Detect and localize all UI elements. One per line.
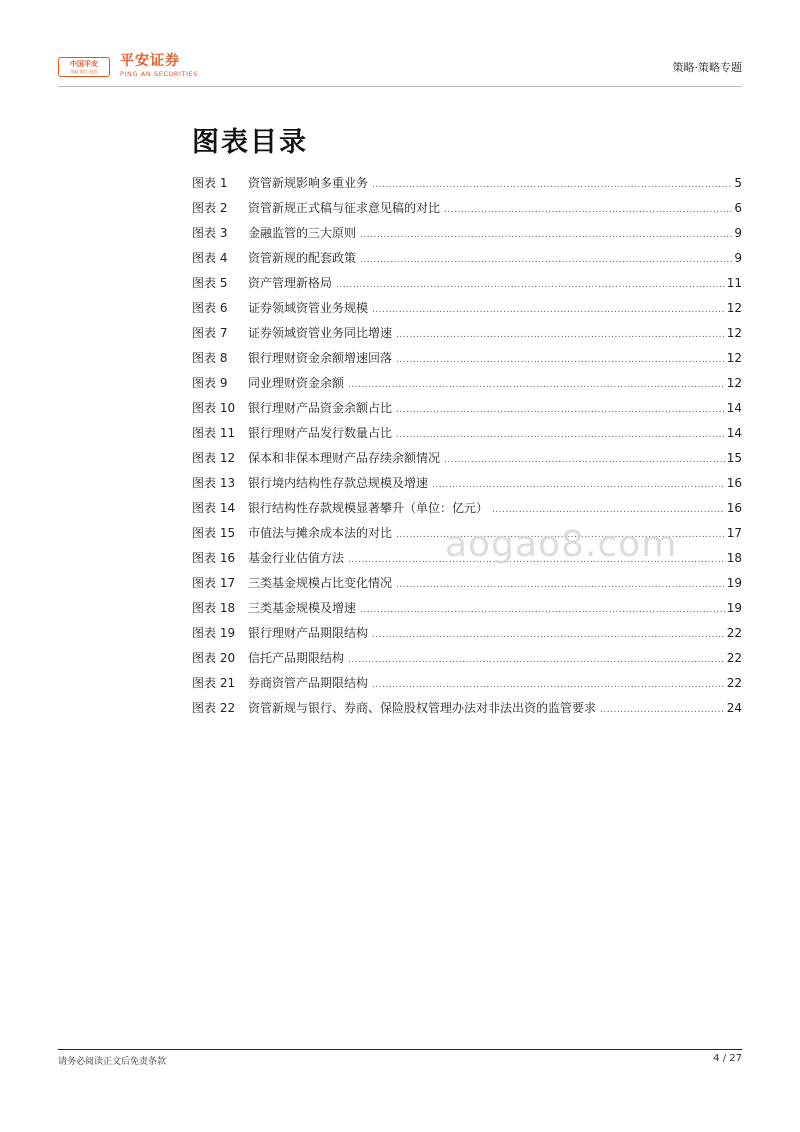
toc-label: 图表 10 xyxy=(192,401,236,415)
toc-label: 图表 16 xyxy=(192,551,236,565)
toc-label: 图表 18 xyxy=(192,601,236,615)
toc-title: 资管新规的配套政策 xyxy=(248,251,357,265)
toc-label: 图表 6 xyxy=(192,301,228,315)
toc-row[interactable] xyxy=(192,249,742,274)
toc-page-number: 9 xyxy=(734,226,742,240)
toc-page-number: 22 xyxy=(726,676,742,690)
page-title: 图表目录 xyxy=(192,127,308,158)
toc-page-number: 5 xyxy=(734,176,742,190)
toc-leader-dots xyxy=(372,680,725,690)
toc-page-number: 12 xyxy=(726,376,742,390)
toc-row[interactable] xyxy=(192,399,742,424)
logo-badge-text: 中国平安 xyxy=(70,60,98,68)
toc-page-number: 11 xyxy=(726,276,742,290)
toc-leader-dots xyxy=(396,330,725,340)
toc-leader-dots xyxy=(396,405,725,415)
toc-row[interactable] xyxy=(192,649,742,674)
toc-page-number: 19 xyxy=(726,601,742,615)
toc-page-number: 16 xyxy=(726,501,742,515)
toc-leader-dots xyxy=(360,605,725,615)
toc-row[interactable] xyxy=(192,324,742,349)
toc-row[interactable] xyxy=(192,574,742,599)
toc-row[interactable] xyxy=(192,374,742,399)
toc-row[interactable] xyxy=(192,199,742,224)
page-header xyxy=(58,52,742,88)
toc-leader-dots xyxy=(360,255,732,265)
toc-title: 银行理财资金余额增速回落 xyxy=(248,351,393,365)
header-divider xyxy=(58,86,742,87)
toc-label: 图表 7 xyxy=(192,326,228,340)
footer-disclaimer: 请务必阅读正文后免责条款 xyxy=(58,1057,167,1067)
section-title: 策略·策略专题 xyxy=(672,61,742,74)
toc-page-number: 24 xyxy=(726,701,742,715)
toc-leader-dots xyxy=(444,205,732,215)
toc-title: 资管新规影响多重业务 xyxy=(248,176,369,190)
toc-page-number: 6 xyxy=(734,201,742,215)
toc-row[interactable] xyxy=(192,499,742,524)
toc-row[interactable] xyxy=(192,674,742,699)
toc-leader-dots xyxy=(492,505,725,515)
toc-row[interactable] xyxy=(192,274,742,299)
toc-leader-dots xyxy=(372,630,725,640)
toc-title: 三类基金规模及增速 xyxy=(248,601,357,615)
ping-an-securities-logo xyxy=(120,53,198,79)
toc-leader-dots xyxy=(444,455,725,465)
toc-page-number: 12 xyxy=(726,326,742,340)
toc-leader-dots xyxy=(432,480,725,490)
toc-label: 图表 9 xyxy=(192,376,228,390)
toc-page-number: 17 xyxy=(726,526,742,540)
toc-label: 图表 14 xyxy=(192,501,236,515)
toc-row[interactable] xyxy=(192,699,742,724)
toc-title: 银行理财产品期限结构 xyxy=(248,626,369,640)
toc-title: 基金行业估值方法 xyxy=(248,551,345,565)
toc-page-number: 12 xyxy=(726,351,742,365)
toc-leader-dots xyxy=(600,705,725,715)
toc-title: 金融监管的三大原则 xyxy=(248,226,357,240)
toc-leader-dots xyxy=(348,655,725,665)
toc-label: 图表 20 xyxy=(192,651,236,665)
toc-label: 图表 12 xyxy=(192,451,236,465)
toc-leader-dots xyxy=(360,230,732,240)
toc-page-number: 14 xyxy=(726,401,742,415)
toc-page-number: 22 xyxy=(726,651,742,665)
toc-title: 银行理财产品发行数量占比 xyxy=(248,426,393,440)
toc-leader-dots xyxy=(372,305,725,315)
toc-title: 银行理财产品资金余额占比 xyxy=(248,401,393,415)
toc-title: 银行境内结构性存款总规模及增速 xyxy=(248,476,429,490)
toc-title: 信托产品期限结构 xyxy=(248,651,345,665)
toc-label: 图表 19 xyxy=(192,626,236,640)
toc-row[interactable] xyxy=(192,174,742,199)
toc-label: 图表 22 xyxy=(192,701,236,715)
toc-label: 图表 5 xyxy=(192,276,228,290)
toc-title: 同业理财资金余额 xyxy=(248,376,345,390)
toc-page-number: 14 xyxy=(726,426,742,440)
toc-leader-dots xyxy=(396,580,725,590)
brand-name-en: PING AN SECURITIES xyxy=(120,70,199,78)
toc-leader-dots xyxy=(372,180,732,190)
toc-page-number: 16 xyxy=(726,476,742,490)
toc-leader-dots xyxy=(396,355,725,365)
toc-label: 图表 4 xyxy=(192,251,228,265)
toc-row[interactable] xyxy=(192,449,742,474)
toc-label: 图表 11 xyxy=(192,426,236,440)
toc-title: 资管新规与银行、券商、保险股权管理办法对非法出资的监管要求 xyxy=(248,701,597,715)
toc-page-number: 18 xyxy=(726,551,742,565)
brand-name-cn: 平安证券 xyxy=(120,53,180,69)
toc-title: 市值法与摊余成本法的对比 xyxy=(248,526,393,540)
toc-label: 图表 17 xyxy=(192,576,236,590)
toc-title: 券商资管产品期限结构 xyxy=(248,676,369,690)
ping-an-group-logo xyxy=(58,57,110,77)
toc-leader-dots xyxy=(396,430,725,440)
table-of-figures xyxy=(192,174,742,724)
logo-badge-subtext: 保险 银行 投资 xyxy=(70,69,98,74)
watermark: aogao8.com xyxy=(445,524,678,565)
toc-page-number: 22 xyxy=(726,626,742,640)
toc-row[interactable] xyxy=(192,299,742,324)
toc-title: 保本和非保本理财产品存续余额情况 xyxy=(248,451,441,465)
toc-page-number: 19 xyxy=(726,576,742,590)
footer-divider xyxy=(58,1049,742,1050)
toc-label: 图表 8 xyxy=(192,351,228,365)
toc-row[interactable] xyxy=(192,599,742,624)
toc-title: 资管新规正式稿与征求意见稿的对比 xyxy=(248,201,441,215)
toc-leader-dots xyxy=(348,380,725,390)
toc-title: 证券领域资管业务同比增速 xyxy=(248,326,393,340)
toc-title: 证券领域资管业务规模 xyxy=(248,301,369,315)
page-number: 4 / 27 xyxy=(713,1053,742,1064)
toc-label: 图表 2 xyxy=(192,201,228,215)
toc-title: 银行结构性存款规模显著攀升（单位：亿元） xyxy=(248,501,489,515)
toc-label: 图表 1 xyxy=(192,176,228,190)
toc-label: 图表 3 xyxy=(192,226,228,240)
toc-row[interactable] xyxy=(192,474,742,499)
toc-leader-dots xyxy=(336,280,725,290)
toc-label: 图表 15 xyxy=(192,526,236,540)
toc-row[interactable] xyxy=(192,624,742,649)
toc-title: 资产管理新格局 xyxy=(248,276,333,290)
toc-page-number: 15 xyxy=(726,451,742,465)
toc-page-number: 9 xyxy=(734,251,742,265)
toc-label: 图表 21 xyxy=(192,676,236,690)
toc-row[interactable] xyxy=(192,224,742,249)
toc-row[interactable] xyxy=(192,424,742,449)
toc-page-number: 12 xyxy=(726,301,742,315)
toc-title: 三类基金规模占比变化情况 xyxy=(248,576,393,590)
toc-row[interactable] xyxy=(192,349,742,374)
toc-label: 图表 13 xyxy=(192,476,236,490)
